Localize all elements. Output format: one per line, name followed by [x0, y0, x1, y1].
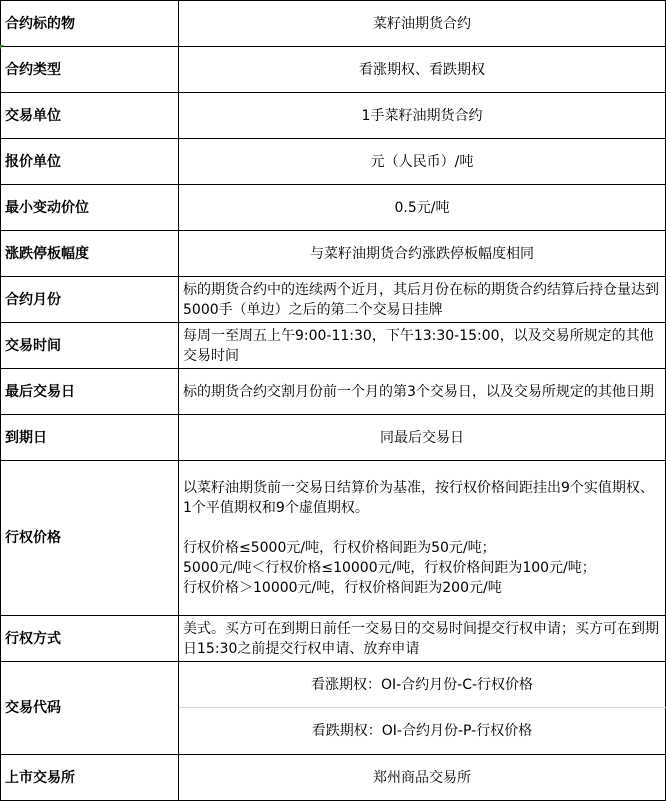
row-label: 交易单位: [1, 93, 179, 139]
table-row: [1, 461, 666, 616]
table-row: [1, 139, 666, 185]
table-row: [1, 616, 666, 662]
row-label: 行权方式: [1, 616, 179, 662]
cell-corner-marker: [0, 45, 4, 49]
table-row: [1, 93, 666, 139]
row-value: 同最后交易日: [179, 415, 666, 461]
row-label: 上市交易所: [1, 755, 179, 801]
row-label: 到期日: [1, 415, 179, 461]
row-label: 合约标的物: [1, 1, 179, 47]
strike-price-rule: 行权价格＞10000元/吨，行权价格间距为200元/吨: [183, 580, 502, 596]
row-value: 看涨期权、看跌期权: [179, 47, 666, 93]
row-value: 标的期货合约中的连续两个近月，其后月份在标的期货合约结算后持仓量达到5000手（单边）之后的第二个交易日挂牌: [179, 277, 666, 323]
table-row: [1, 185, 666, 231]
strike-price-rule: 5000元/吨＜行权价格≤10000元/吨，行权价格间距为100元/吨；: [183, 560, 596, 576]
row-label: 最小变动价位: [1, 185, 179, 231]
table-row: [1, 277, 666, 323]
row-label: 报价单位: [1, 139, 179, 185]
strike-price-description: 以菜籽油期货前一交易日结算价为基准，按行权价格间距挂出9个实值期权、1个平值期权和9个虚值期权。: [183, 480, 654, 516]
row-value: 元（人民币）/吨: [179, 139, 666, 185]
table-row: [1, 755, 666, 801]
table-row: [1, 231, 666, 277]
table-row: [1, 323, 666, 369]
row-label: 交易时间: [1, 323, 179, 369]
row-value: 菜籽油期货合约: [179, 1, 666, 47]
row-value: 每周一至周五上午9:00-11:30，下午13:30-15:00，以及交易所规定的其他交易时间: [179, 323, 666, 369]
strike-price-rule: 行权价格≤5000元/吨，行权价格间距为50元/吨；: [183, 540, 496, 556]
row-label: 涨跌停板幅度: [1, 231, 179, 277]
row-value: 美式。买方可在到期日前任一交易日的交易时间提交行权申请；买方可在到期日15:30之前提交行权申请、放弃申请: [179, 616, 666, 662]
table-row: [1, 662, 666, 708]
row-value: 1手菜籽油期货合约: [179, 93, 666, 139]
row-label: 行权价格: [1, 461, 179, 616]
table-row: [1, 369, 666, 415]
row-value: 标的期货合约交割月份前一个月的第3个交易日，以及交易所规定的其他日期: [179, 369, 666, 415]
paragraph-gap: [183, 518, 661, 538]
row-label: 交易代码: [1, 662, 179, 755]
put-code: 看跌期权：OI-合约月份-P-行权价格: [179, 708, 666, 755]
row-label: 最后交易日: [1, 369, 179, 415]
table-row: [1, 415, 666, 461]
table-row: [1, 1, 666, 47]
row-label: 合约类型: [1, 47, 179, 93]
row-value: 郑州商品交易所: [179, 755, 666, 801]
call-code: 看涨期权：OI-合约月份-C-行权价格: [179, 662, 666, 708]
row-value: 0.5元/吨: [179, 185, 666, 231]
row-value: 与菜籽油期货合约涨跌停板幅度相同: [179, 231, 666, 277]
table-row: [1, 47, 666, 93]
row-value: [179, 461, 666, 616]
row-label: 合约月份: [1, 277, 179, 323]
